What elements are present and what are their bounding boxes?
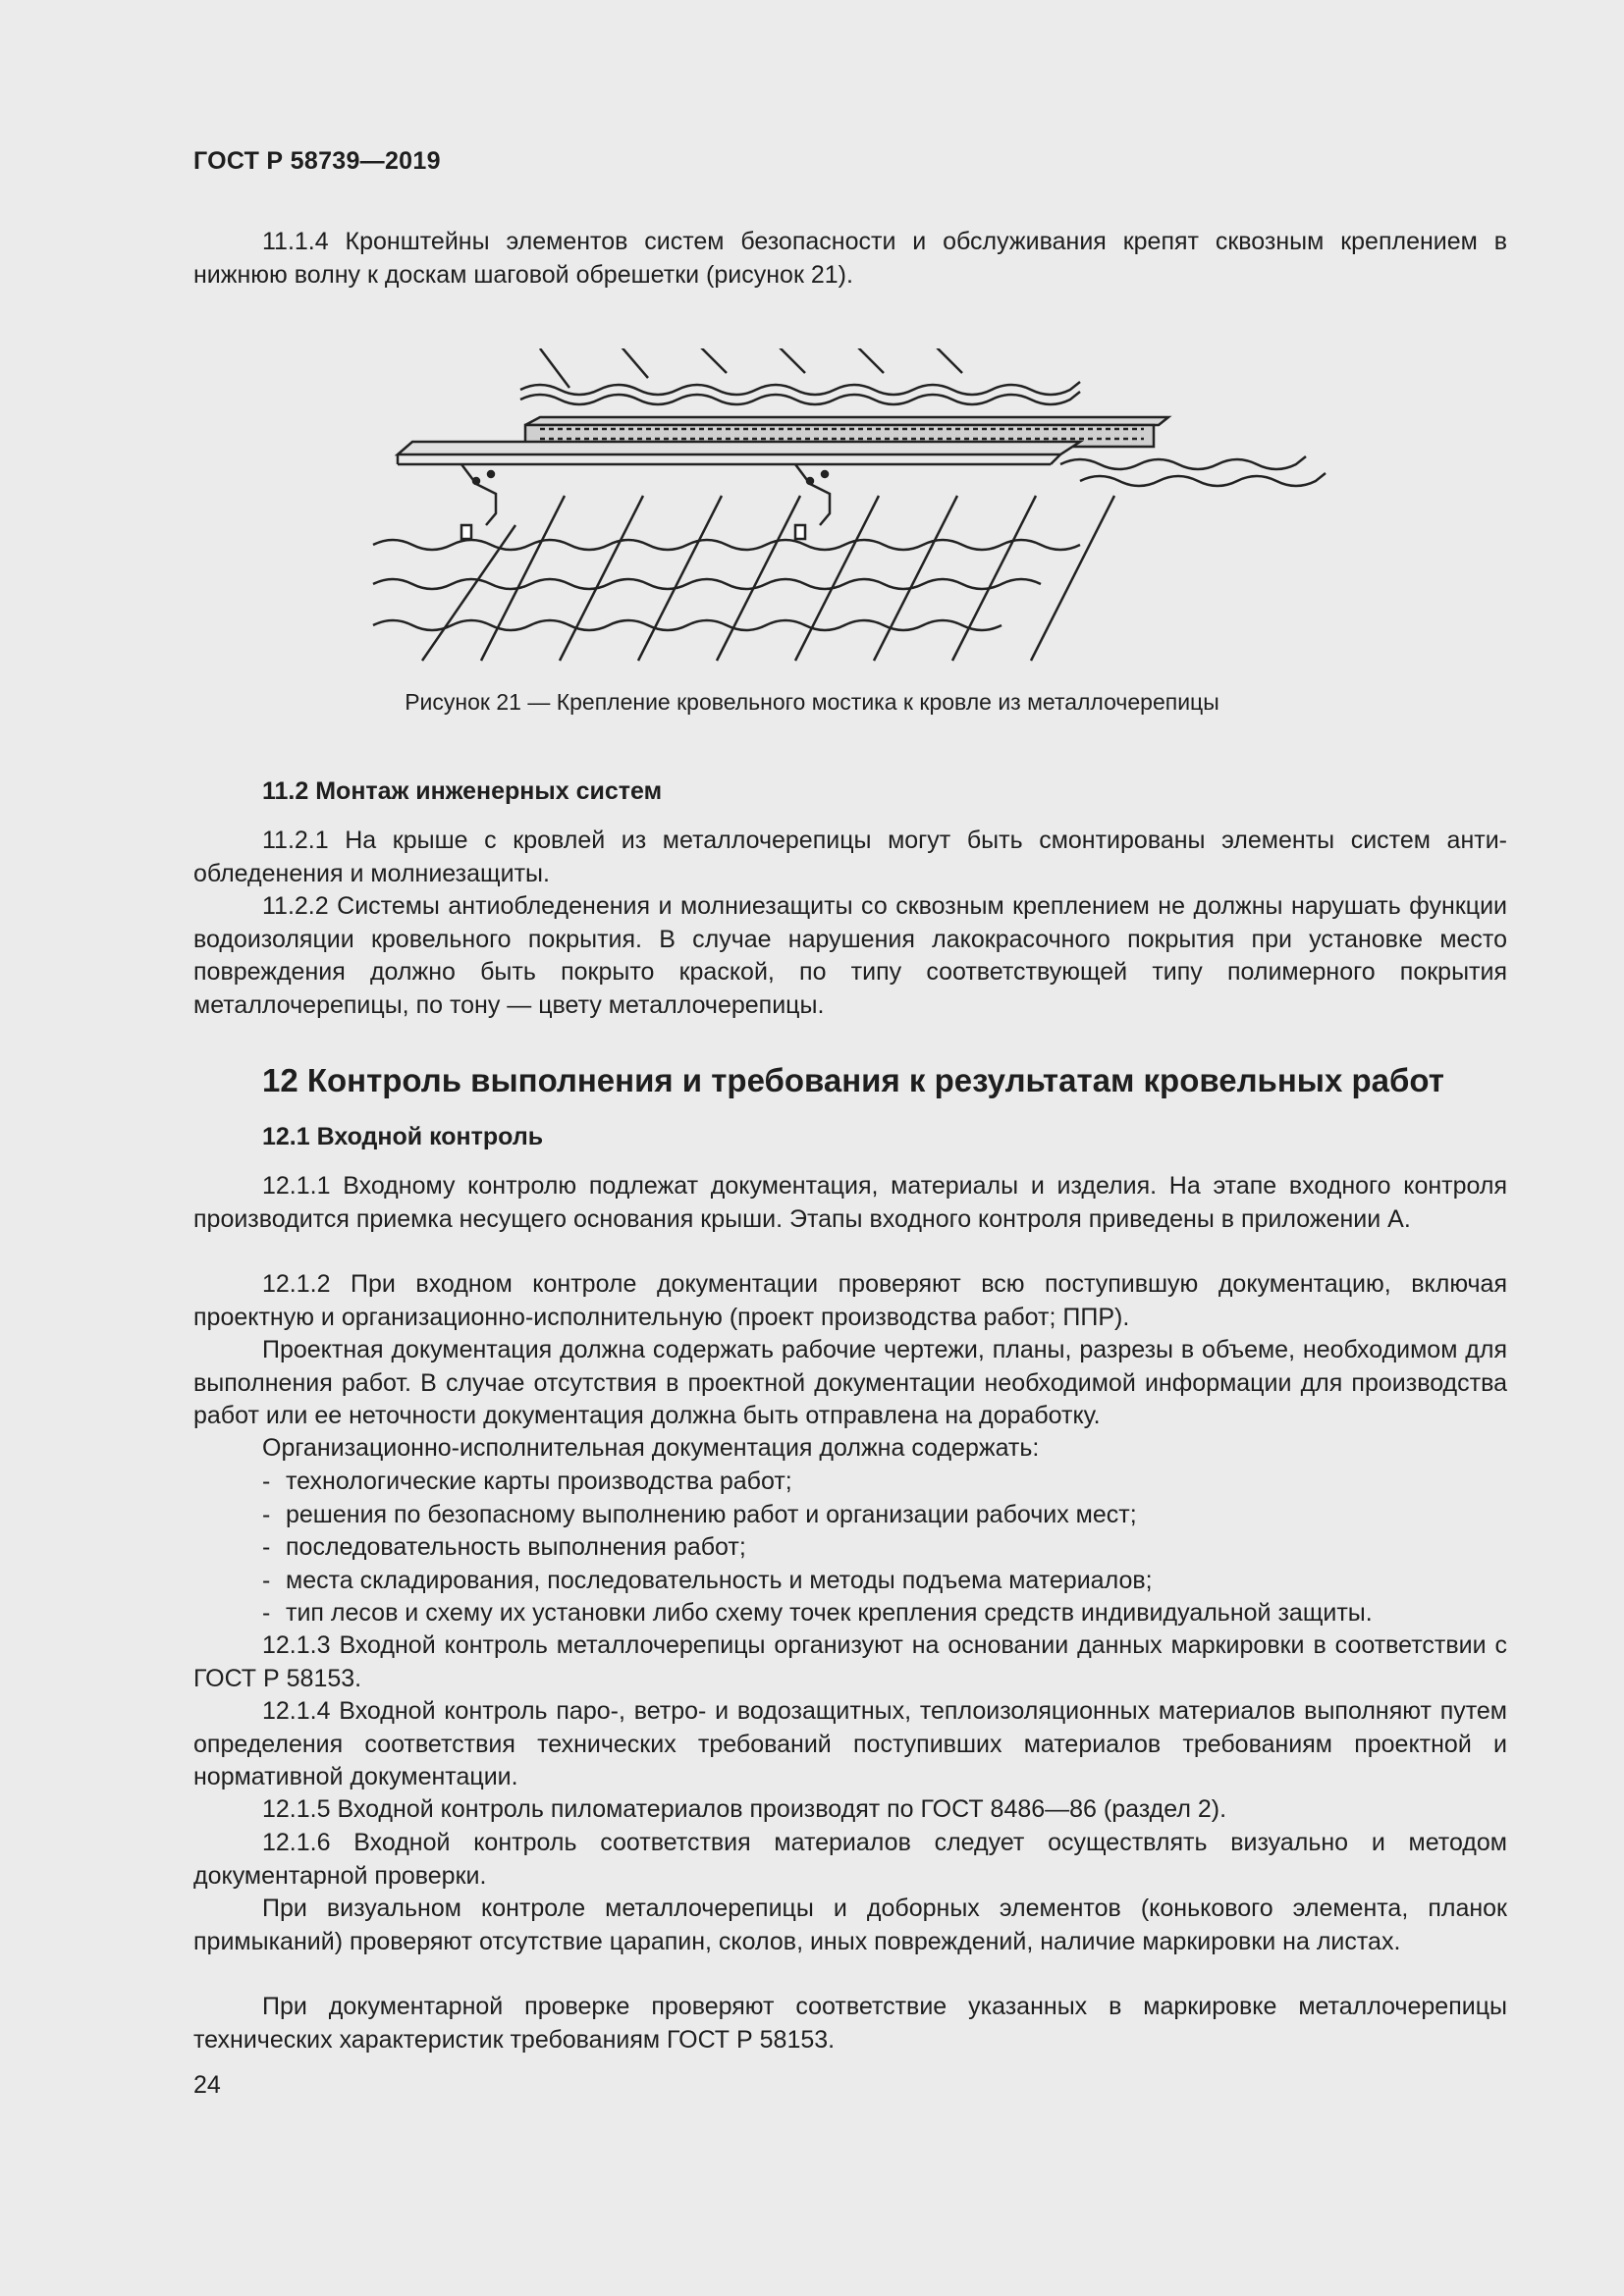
paragraph-visual-control: При визуальном контроле металлочерепицы и доборных элементов (конькового элемента, планок примыканий) проверяют отсутствие царапин, сколов, иных повреждений, наличие маркировки на листах. (193, 1895, 1507, 1955)
paragraph-12-1-4: 12.1.4 Входной контроль паро-, ветро- и водозащитных, теплоизоляционных материалов выполняют путем определения соответствия технических требований поступивших материалов требованиям проектной и нормативной документации. (193, 1697, 1507, 1790)
figure-caption: Рисунок 21 — Крепление кровельного мостика к кровле из металлочерепицы (405, 689, 1219, 715)
page-number: 24 (193, 2071, 221, 2099)
list-item: - тип лесов и схему их установки либо схему точек крепления средств индивидуальной защиты. (262, 1599, 1373, 1627)
paragraph-12-1-2: 12.1.2 При входном контроле документации проверяют всю поступившую документацию, включая проектную и организационно-исполнительную (проект производства работ; ППР). (193, 1270, 1507, 1331)
paragraph-11-2-2: 11.2.2 Системы антиобледенения и молниезащиты со сквозным креплением не должны нарушать функции водоизоляции кровельного покрытия. В случае нарушения лакокрасочного покрытия при установке место повреждения должно быть покрыто краской, по типу соответствующей типу полимерного покрытия металлочерепицы, по тону — цвету металлочерепицы. (193, 892, 1507, 1019)
section-12-1-heading: 12.1 Входной контроль (262, 1123, 544, 1150)
section-12-heading: 12 Контроль выполнения и требования к результатам кровельных работ (262, 1062, 1444, 1098)
list-item: - решения по безопасному выполнению работ и организации рабочих мест; (262, 1500, 1137, 1528)
paragraph-12-1-5: 12.1.5 Входной контроль пиломатериалов производят по ГОСТ 8486—86 (раздел 2). (262, 1795, 1227, 1823)
document-header: ГОСТ Р 58739—2019 (193, 147, 441, 175)
list-item: - технологические карты производства работ; (262, 1468, 792, 1495)
paragraph-12-1-1: 12.1.1 Входному контролю подлежат документация, материалы и изделия. На этапе входного контроля производится приемка несущего основания крыши. Этапы входного контроля приведены в приложении А. (193, 1172, 1507, 1233)
roof-bridge-mounting-figure (353, 348, 1335, 663)
paragraph-11-1-4: 11.1.4 Кронштейны элементов систем безопасности и обслуживания крепят сквозным креплением в нижнюю волну к доскам шаговой обрешетки (рисунок 21). (193, 228, 1507, 289)
paragraph-documentary-check: При документарной проверке проверяют соответствие указанных в маркировке металлочерепицы технических характеристик требованиям ГОСТ Р 58153. (193, 1993, 1507, 2054)
paragraph-12-1-6: 12.1.6 Входной контроль соответствия материалов следует осуществлять визуально и методом документарной проверки. (193, 1829, 1507, 1890)
paragraph-org-docs: Организационно-исполнительная документация должна содержать: (262, 1434, 1040, 1462)
paragraph-12-1-3: 12.1.3 Входной контроль металлочерепицы организуют на основании данных маркировки в соответствии с ГОСТ Р 58153. (193, 1631, 1507, 1692)
paragraph-11-2-1: 11.2.1 На крыше с кровлей из металлочерепицы могут быть смонтированы элементы систем антиобледенения и молниезащиты. (193, 827, 1507, 887)
paragraph-project-docs: Проектная документация должна содержать рабочие чертежи, планы, разрезы в объеме, необходимом для выполнения работ. В случае отсутствия в проектной документации необходимой информации для производства работ или ее неточности документация должна быть отправлена на доработку. (193, 1336, 1507, 1429)
list-item: - последовательность выполнения работ; (262, 1533, 746, 1561)
org-docs-list (262, 1466, 1539, 1630)
section-11-2-heading: 11.2 Монтаж инженерных систем (262, 777, 663, 805)
list-item: - места складирования, последовательность и методы подъема материалов; (262, 1566, 1153, 1594)
